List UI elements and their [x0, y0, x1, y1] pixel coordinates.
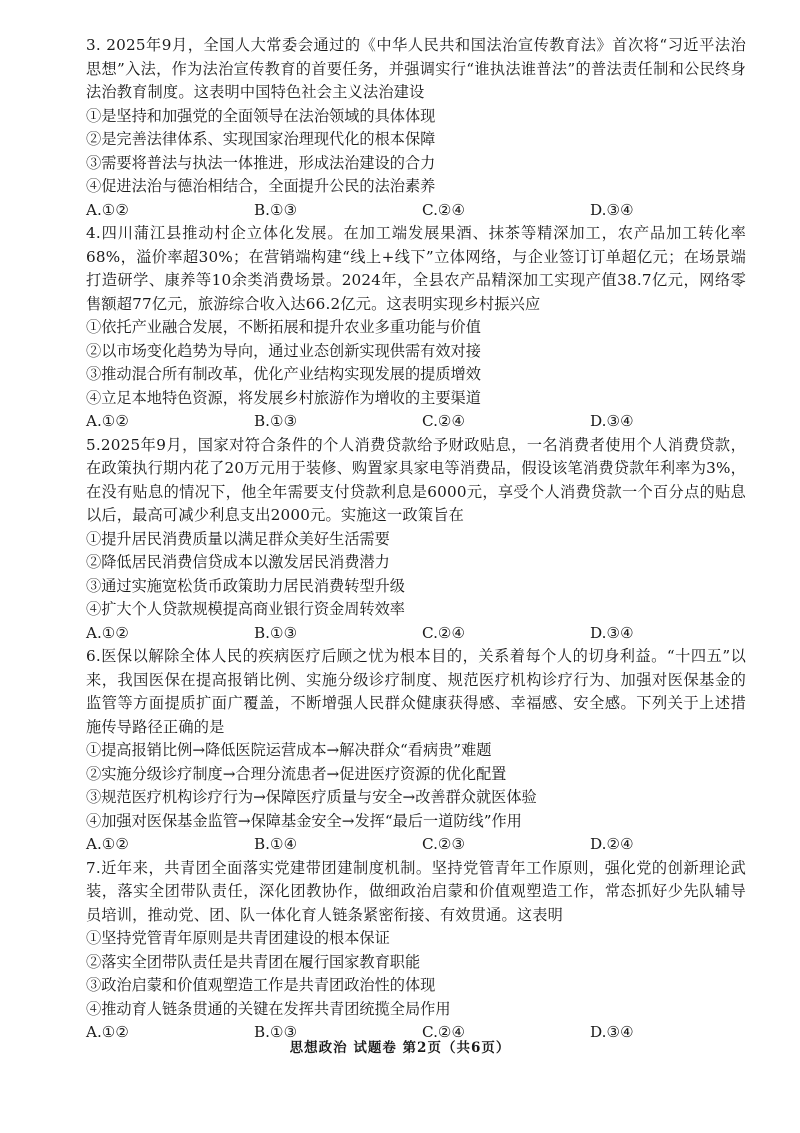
- option-4: ④扩大个人贷款规模提高商业银行资金周转效率: [86, 600, 405, 618]
- answer-choices: [86, 199, 746, 223]
- question-stem: 6.医保以解除全体人民的疾病医疗后顾之忧为根本目的，关系着每个人的切身利益。“十四五”以来，我国医保在提高报销比例、实施分级诊疗制度、规范医疗机构诊疗行为、加强对医保基金的监管等方面提质扩面广覆盖，不断增强人民群众健康获得感、幸福感、安全感。下列关于上述措施传导路径正确的是: [86, 647, 746, 736]
- option-4: ④推动育人链条贯通的关键在发挥共青团统揽全局作用: [86, 999, 451, 1018]
- choice-c[interactable]: C.②④: [422, 623, 466, 642]
- option-3: ③政治启蒙和价值观塑造工作是共青团政治性的体现: [86, 976, 436, 994]
- choice-c[interactable]: C.②④: [422, 1023, 466, 1041]
- choice-c[interactable]: C.②④: [422, 200, 466, 219]
- choice-c[interactable]: C.②③: [422, 835, 466, 853]
- question-stem: 5.2025年9月，国家对符合条件的个人消费贷款给予财政贴息，一名消费者使用个人消费贷款，在政策执行期内花了20万元用于装修、购置家具家电等消费品，假设该笔消费贷款年利率为3%，在没有贴息的情况下，他全年需要支付贷款利息是6000元，享受个人消费贷款一个百分点的贴息以后，最高可减少利息支出2000元。实施这一政策旨在: [86, 435, 746, 524]
- choice-a[interactable]: A.①②: [86, 835, 130, 853]
- option-1: ①是坚持和加强党的全面领导在法治领域的具体体现: [86, 106, 436, 125]
- option-3: ③通过实施宽松货币政策助力居民消费转型升级: [86, 576, 405, 595]
- option-1: ①依托产业融合发展，不断拓展和提升农业多重功能与价值: [86, 318, 481, 336]
- choice-d[interactable]: D.③④: [590, 200, 634, 219]
- question-7: [86, 857, 746, 1045]
- option-1: ①提升居民消费质量以满足群众美好生活需要: [86, 529, 390, 548]
- option-4: ④立足本地特色资源，将发展乡村旅游作为增收的主要渠道: [86, 388, 481, 407]
- option-2: ②是完善法律体系、实现国家治理现代化的根本保障: [86, 130, 436, 148]
- choice-d[interactable]: D.②④: [590, 835, 634, 853]
- choice-d[interactable]: D.③④: [590, 623, 634, 642]
- option-2: ②落实全团带队责任是共青团在履行国家教育职能: [86, 952, 421, 971]
- choice-b[interactable]: B.①③: [254, 412, 298, 430]
- choice-b[interactable]: B.①④: [254, 835, 298, 853]
- option-2: ②实施分级诊疗制度→合理分流患者→促进医疗资源的优化配置: [86, 764, 507, 783]
- question-5: [86, 434, 746, 646]
- option-1: ①提高报销比例→降低医院运营成本→解决群众“看病贵”难题: [86, 741, 492, 759]
- question-3: [86, 34, 746, 222]
- option-3: ③需要将普法与执法一体推进，形成法治建设的合力: [86, 153, 436, 172]
- option-4: ④促进法治与德治相结合，全面提升公民的法治素养: [86, 177, 436, 195]
- choice-b[interactable]: B.①③: [254, 200, 298, 219]
- choice-a[interactable]: A.①②: [86, 623, 130, 642]
- choice-c[interactable]: C.②④: [422, 412, 466, 430]
- option-3: ③规范医疗机构诊疗行为→保障医疗质量与安全→改善群众就医体验: [86, 788, 537, 806]
- page-footer: 思想政治 试题卷 第2页（共6页）: [289, 1040, 511, 1056]
- choice-a[interactable]: A.①②: [86, 1023, 130, 1041]
- question-6: [86, 645, 746, 857]
- choice-a[interactable]: A.①②: [86, 412, 130, 430]
- answer-choices: [86, 833, 746, 857]
- question-stem: 7.近年来，共青团全面落实党建带团建制度机制。坚持党管青年工作原则，强化党的创新理论武装，落实全团带队责任，深化团教协作，做细政治启蒙和价值观塑造工作，常态抓好少先队辅导员培训，推动党、团、队一体化育人链条紧密衔接、有效贯通。这表明: [86, 858, 746, 924]
- choice-b[interactable]: B.①③: [254, 1023, 298, 1041]
- option-4: ④加强对医保基金监管→保障基金安全→发挥“最后一道防线”作用: [86, 811, 522, 830]
- option-2: ②以市场变化趋势为导向，通过业态创新实现供需有效对接: [86, 341, 481, 360]
- option-3: ③推动混合所有制改革，优化产业结构实现发展的提质增效: [86, 365, 481, 383]
- question-4: [86, 222, 746, 434]
- option-2: ②降低居民消费信贷成本以激发居民消费潜力: [86, 553, 390, 571]
- choice-a[interactable]: A.①②: [86, 200, 130, 219]
- question-stem: 4.四川蒲江县推动村企立体化发展。在加工端发展果酒、抹茶等精深加工，农产品加工转化率68%，溢价率超30%；在营销端构建“线上+线下”立体网络，与企业签订订单超亿元；在场景端打造研学、康养等10余类消费场景。2024年，全县农产品精深加工实现产值38.7亿元，网络零售额超77亿元，旅游综合收入达66.2亿元。这表明实现乡村振兴应: [86, 224, 746, 313]
- choice-d[interactable]: D.③④: [590, 412, 634, 430]
- choice-b[interactable]: B.①③: [254, 623, 298, 642]
- question-stem: 3. 2025年9月，全国人大常委会通过的《中华人民共和国法治宣传教育法》首次将“习近平法治思想”入法，作为法治宣传教育的首要任务，并强调实行“谁执法谁普法”的普法责任制和公民终身法治教育制度。这表明中国特色社会主义法治建设: [86, 36, 746, 101]
- option-1: ①坚持党管青年原则是共青团建设的根本保证: [86, 929, 390, 947]
- answer-choices: [86, 410, 746, 434]
- choice-d[interactable]: D.③④: [590, 1023, 634, 1041]
- answer-choices: [86, 622, 746, 646]
